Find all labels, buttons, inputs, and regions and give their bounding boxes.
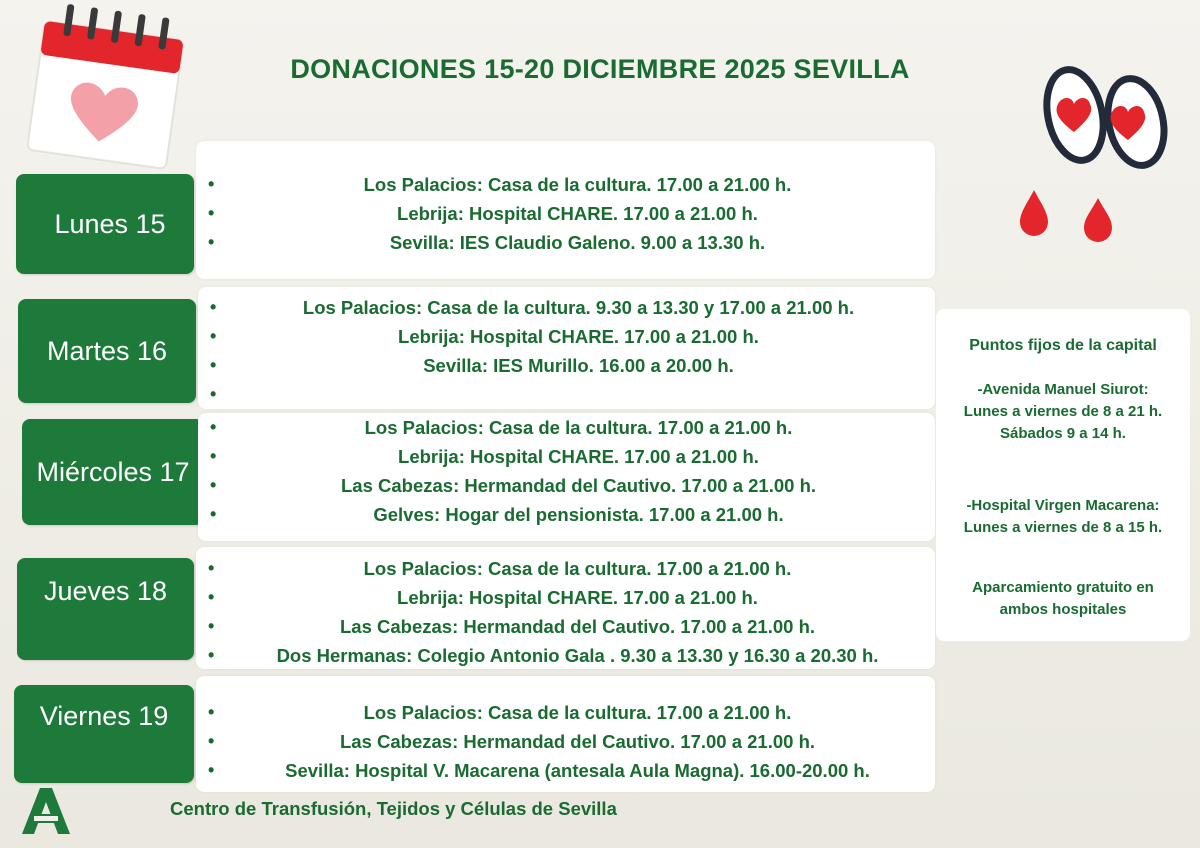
panel-place-1-saturday: Sábados 9 a 14 h.: [1000, 425, 1126, 442]
list-item: • Las Cabezas: Hermandad del Cautivo. 17.00 a 21.00 h.: [196, 727, 935, 756]
day-label-lunes: [16, 174, 194, 274]
panel-place-2-hours: Lunes a viernes de 8 a 15 h.: [963, 519, 1163, 536]
fixed-points-panel: [936, 309, 1190, 641]
schedule-card-miercoles: [198, 413, 935, 541]
list-item: • Los Palacios: Casa de la cultura. 17.00 a 21.00 h.: [196, 698, 935, 727]
list-item: • Los Palacios: Casa de la cultura. 17.00 a 21.00 h.: [196, 170, 935, 199]
list-item: • Las Cabezas: Hermandad del Cautivo. 17.00 a 21.00 h.: [196, 612, 935, 641]
junta-andalucia-logo: [20, 786, 72, 836]
day-label-text: Jueves 18: [43, 576, 168, 606]
panel-parking-line-1: Aparcamiento gratuito en: [972, 579, 1154, 596]
day-label-text: Martes 16: [46, 335, 168, 366]
schedule-card-martes: [198, 287, 935, 409]
list-item: • Lebrija: Hospital CHARE. 17.00 a 21.00 h.: [198, 442, 935, 471]
list-item: • Los Palacios: Casa de la cultura. 9.30 a 13.30 y 17.00 a 21.00 h.: [198, 293, 935, 322]
blood-drop-icon: [1014, 188, 1124, 242]
panel-heading: Puntos fijos de la capital: [969, 337, 1157, 354]
list-item: • Sevilla: Hospital V. Macarena (antesala Aula Magna). 16.00-20.00 h.: [196, 756, 935, 785]
day-label-text: Miércoles 17: [36, 456, 190, 487]
panel-place-1: -Avenida Manuel Siurot:: [977, 381, 1149, 398]
schedule-card-jueves: [196, 547, 935, 669]
day-label-text: Lunes 15: [54, 208, 166, 239]
list-item: • Dos Hermanas: Colegio Antonio Gala . 9.30 a 13.30 y 16.30 a 20.30 h.: [196, 641, 935, 670]
list-item: • Sevilla: IES Claudio Galeno. 9.00 a 13.30 h.: [196, 228, 935, 257]
list-item: • Lebrija: Hospital CHARE. 17.00 a 21.00 h.: [196, 199, 935, 228]
footer-text: Centro de Transfusión, Tejidos y Células de Sevilla: [170, 798, 617, 819]
day-label-viernes: [14, 685, 194, 783]
list-item: • Lebrija: Hospital CHARE. 17.00 a 21.00 h.: [198, 322, 935, 351]
panel-place-1-hours: Lunes a viernes de 8 a 21 h.: [963, 403, 1163, 420]
day-label-martes: [18, 299, 196, 403]
day-label-text: Viernes 19: [39, 701, 169, 731]
list-item: • Los Palacios: Casa de la cultura. 17.00 a 21.00 h.: [196, 554, 935, 583]
page-title: DONACIONES 15-20 DICIEMBRE 2025 SEVILLA: [290, 54, 910, 84]
list-item: • Lebrija: Hospital CHARE. 17.00 a 21.00 h.: [196, 583, 935, 612]
list-item: • Sevilla: IES Murillo. 16.00 a 20.00 h.: [198, 351, 935, 380]
day-label-miercoles: [22, 419, 204, 525]
list-item: • Los Palacios: Casa de la cultura. 17.00 a 21.00 h.: [198, 413, 935, 442]
calendar-heart-icon: [18, 2, 193, 177]
heart-eyes-icon: [1040, 62, 1172, 174]
list-item: • Gelves: Hogar del pensionista. 17.00 a 21.00 h.: [198, 500, 935, 529]
list-item: • Las Cabezas: Hermandad del Cautivo. 17.00 a 21.00 h.: [198, 471, 935, 500]
schedule-card-lunes: [196, 141, 935, 279]
panel-place-2: -Hospital Virgen Macarena:: [966, 497, 1160, 514]
list-item: [198, 380, 935, 409]
panel-parking-line-2: ambos hospitales: [999, 601, 1127, 618]
schedule-card-viernes: [196, 676, 935, 792]
day-label-jueves: [17, 558, 194, 660]
